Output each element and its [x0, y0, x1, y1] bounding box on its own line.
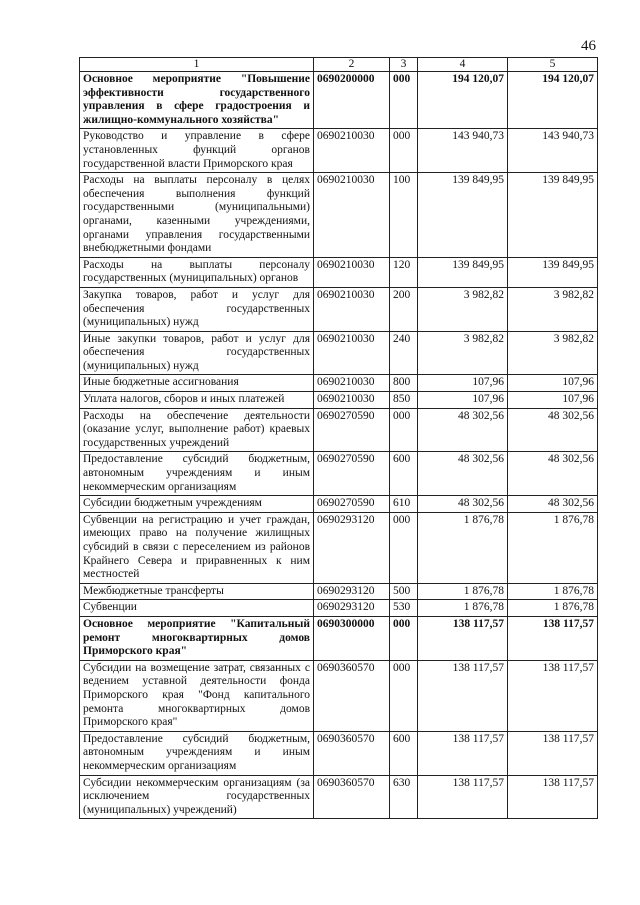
row-sum-2-cell: 138 117,57 [508, 660, 598, 731]
table-row [80, 173, 598, 258]
row-type-cell: 600 [390, 452, 418, 496]
row-sum-2-cell: 139 849,95 [508, 257, 598, 287]
row-sum-1-cell: 48 302,56 [418, 452, 508, 496]
row-sum-2-cell: 107,96 [508, 375, 598, 392]
row-type-cell: 000 [390, 512, 418, 583]
row-code-cell: 0690270590 [314, 452, 390, 496]
table-row [80, 512, 598, 583]
table-row [80, 616, 598, 660]
row-code-cell: 0690293120 [314, 512, 390, 583]
row-sum-2-cell: 138 117,57 [508, 731, 598, 775]
row-name-cell: Закупка товаров, работ и услуг для обеспечения государственных (муниципальных) нужд [80, 287, 314, 331]
table-row [80, 408, 598, 452]
row-sum-1-cell: 138 117,57 [418, 616, 508, 660]
row-name-cell: Руководство и управление в сфере установленных функций органов государственной власти Приморского края [80, 129, 314, 173]
row-type-cell: 000 [390, 72, 418, 129]
row-sum-1-cell: 139 849,95 [418, 257, 508, 287]
row-sum-1-cell: 138 117,57 [418, 775, 508, 819]
table-row [80, 731, 598, 775]
row-sum-2-cell: 3 982,82 [508, 287, 598, 331]
row-sum-1-cell: 138 117,57 [418, 660, 508, 731]
row-sum-2-cell: 48 302,56 [508, 408, 598, 452]
table-row [80, 375, 598, 392]
row-sum-1-cell: 1 876,78 [418, 512, 508, 583]
row-code-cell: 0690210030 [314, 287, 390, 331]
row-sum-1-cell: 3 982,82 [418, 287, 508, 331]
row-name-cell: Субвенции на регистрацию и учет граждан, имеющих право на получение жилищных субсидий в связи с переселением из районов Крайнего Севера и приравненных к ним местностей [80, 512, 314, 583]
row-sum-1-cell: 1 876,78 [418, 583, 508, 600]
table-row [80, 331, 598, 375]
row-code-cell: 0690293120 [314, 583, 390, 600]
row-code-cell: 0690210030 [314, 257, 390, 287]
row-sum-2-cell: 3 982,82 [508, 331, 598, 375]
column-header-code: 2 [314, 58, 390, 72]
row-sum-1-cell: 107,96 [418, 375, 508, 392]
table-row [80, 583, 598, 600]
row-type-cell: 120 [390, 257, 418, 287]
row-sum-1-cell: 107,96 [418, 392, 508, 409]
row-code-cell: 0690270590 [314, 496, 390, 513]
row-code-cell: 0690200000 [314, 72, 390, 129]
row-type-cell: 000 [390, 408, 418, 452]
table-header-row [80, 58, 598, 72]
column-header-type: 3 [390, 58, 418, 72]
row-sum-2-cell: 48 302,56 [508, 452, 598, 496]
row-sum-1-cell: 48 302,56 [418, 496, 508, 513]
row-name-cell: Основное мероприятие "Повышение эффективности государственного управления в сфере градостроения и жилищно-коммунального хозяйства" [80, 72, 314, 129]
row-type-cell: 200 [390, 287, 418, 331]
row-sum-2-cell: 1 876,78 [508, 583, 598, 600]
row-type-cell: 610 [390, 496, 418, 513]
table-row [80, 660, 598, 731]
row-type-cell: 000 [390, 660, 418, 731]
table-row [80, 129, 598, 173]
row-sum-2-cell: 1 876,78 [508, 600, 598, 617]
row-code-cell: 0690360570 [314, 775, 390, 819]
row-sum-1-cell: 48 302,56 [418, 408, 508, 452]
table-body [80, 72, 598, 819]
column-header-sum-2: 5 [508, 58, 598, 72]
page-number: 46 [581, 38, 596, 54]
row-sum-1-cell: 1 876,78 [418, 600, 508, 617]
row-name-cell: Иные закупки товаров, работ и услуг для обеспечения государственных (муниципальных) нужд [80, 331, 314, 375]
row-sum-2-cell: 48 302,56 [508, 496, 598, 513]
table-row [80, 452, 598, 496]
row-type-cell: 800 [390, 375, 418, 392]
row-type-cell: 850 [390, 392, 418, 409]
column-header-name: 1 [80, 58, 314, 72]
row-type-cell: 500 [390, 583, 418, 600]
row-code-cell: 0690360570 [314, 660, 390, 731]
row-sum-2-cell: 1 876,78 [508, 512, 598, 583]
row-name-cell: Предоставление субсидий бюджетным, автономным учреждениям и иным некоммерческим организациям [80, 731, 314, 775]
table-row [80, 287, 598, 331]
row-type-cell: 240 [390, 331, 418, 375]
row-sum-1-cell: 138 117,57 [418, 731, 508, 775]
row-name-cell: Предоставление субсидий бюджетным, автономным учреждениям и иным некоммерческим организациям [80, 452, 314, 496]
row-code-cell: 0690360570 [314, 731, 390, 775]
row-sum-1-cell: 139 849,95 [418, 173, 508, 258]
column-header-sum-1: 4 [418, 58, 508, 72]
row-name-cell: Субвенции [80, 600, 314, 617]
row-name-cell: Иные бюджетные ассигнования [80, 375, 314, 392]
table-row [80, 392, 598, 409]
row-name-cell: Субсидии на возмещение затрат, связанных с ведением уставной деятельности фонда Приморского края "Фонд капитального ремонта многоквартирных домов Приморского края" [80, 660, 314, 731]
row-sum-1-cell: 3 982,82 [418, 331, 508, 375]
row-type-cell: 530 [390, 600, 418, 617]
row-code-cell: 0690210030 [314, 129, 390, 173]
row-code-cell: 0690210030 [314, 173, 390, 258]
row-code-cell: 0690210030 [314, 331, 390, 375]
row-sum-2-cell: 138 117,57 [508, 775, 598, 819]
table-row [80, 775, 598, 819]
row-code-cell: 0690270590 [314, 408, 390, 452]
table-row [80, 496, 598, 513]
row-type-cell: 000 [390, 616, 418, 660]
row-sum-2-cell: 138 117,57 [508, 616, 598, 660]
row-name-cell: Расходы на выплаты персоналу в целях обеспечения выполнения функций государственными (муниципальными) органами, казенными учреждениями, органами управления государственными внебюджетными фондами [80, 173, 314, 258]
row-name-cell: Уплата налогов, сборов и иных платежей [80, 392, 314, 409]
row-code-cell: 0690300000 [314, 616, 390, 660]
row-code-cell: 0690293120 [314, 600, 390, 617]
table-row [80, 72, 598, 129]
row-sum-2-cell: 107,96 [508, 392, 598, 409]
row-name-cell: Расходы на обеспечение деятельности (оказание услуг, выполнение работ) краевых государственных учреждений [80, 408, 314, 452]
row-type-cell: 000 [390, 129, 418, 173]
table-row [80, 257, 598, 287]
row-type-cell: 630 [390, 775, 418, 819]
row-sum-1-cell: 194 120,07 [418, 72, 508, 129]
row-name-cell: Межбюджетные трансферты [80, 583, 314, 600]
row-sum-2-cell: 194 120,07 [508, 72, 598, 129]
budget-table [79, 57, 598, 819]
row-sum-2-cell: 139 849,95 [508, 173, 598, 258]
row-sum-2-cell: 143 940,73 [508, 129, 598, 173]
row-code-cell: 0690210030 [314, 375, 390, 392]
row-type-cell: 100 [390, 173, 418, 258]
row-name-cell: Расходы на выплаты персоналу государственных (муниципальных) органов [80, 257, 314, 287]
row-name-cell: Субсидии некоммерческим организациям (за исключением государственных (муниципальных) учреждений) [80, 775, 314, 819]
row-sum-1-cell: 143 940,73 [418, 129, 508, 173]
row-code-cell: 0690210030 [314, 392, 390, 409]
row-name-cell: Основное мероприятие "Капитальный ремонт многоквартирных домов Приморского края" [80, 616, 314, 660]
row-type-cell: 600 [390, 731, 418, 775]
table-row [80, 600, 598, 617]
row-name-cell: Субсидии бюджетным учреждениям [80, 496, 314, 513]
